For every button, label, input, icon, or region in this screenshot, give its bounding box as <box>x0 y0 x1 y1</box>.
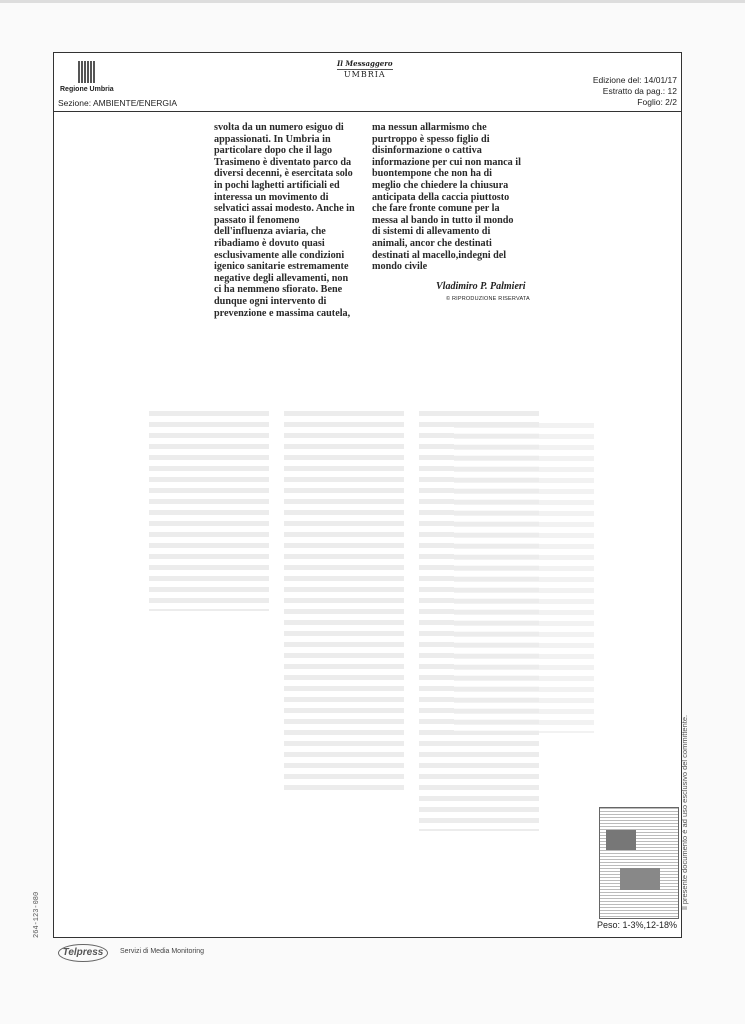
article-column-2: ma nessun allarmismo che purtroppo è spesso figlio di disinformazione o cattiva informazione per cui non manca il buontempone che non ha di meglio che chiedere la chiusura anticipata della caccia piuttosto che fare fronte comune per la messa al bando in tutto il mondo di sistemi di allevamento di animali, ancor che destinati destinati al macello,indegni del mondo civile <box>372 122 521 273</box>
masthead-edition: UMBRIA <box>337 69 393 79</box>
page-extract: Estratto da pag.: 12 <box>602 86 677 96</box>
header-divider <box>54 111 681 112</box>
bleed-through-column <box>149 411 269 611</box>
clipping-frame <box>53 52 682 938</box>
region-logo-icon <box>78 61 96 83</box>
page-thumbnail <box>599 807 679 919</box>
document-code: 264-123-080 <box>33 891 41 938</box>
rights-notice: © RIPRODUZIONE RISERVATA <box>446 296 530 302</box>
sheet-number: Foglio: 2/2 <box>637 97 677 107</box>
article-column-1: svolta da un numero esiguo di appassionati. In Umbria in particolare dopo che il lago Trasimeno è diventato parco da diversi decenni, è esercitata solo in pochi laghetti artificiali ed interessa un movimento di selvatici assai modesto. Anche in passato il fenomeno dell'influenza aviaria, che ribadiamo è dovuto quasi esclusivamente alle condizioni igenico sanitarie estremamente negative degli allevamenti, non ci ha nemmeno sfiorato. Bene dunque ogni intervento di prevenzione e massima cautela, <box>214 122 355 319</box>
region-name: Regione Umbria <box>60 86 114 93</box>
service-caption: Servizi di Media Monitoring <box>120 948 205 955</box>
bleed-through-column <box>454 423 594 733</box>
bleed-through-column <box>284 411 404 791</box>
scan-edge <box>0 0 745 3</box>
section-label: Sezione: AMBIENTE/ENERGIA <box>58 98 178 108</box>
thumbnail-photo <box>606 830 636 850</box>
clipping-meta <box>593 75 677 108</box>
weight-indicator: Peso: 1-3%,12-18% <box>596 920 677 930</box>
side-notice: Il presente documento è ad uso esclusivo del committente. <box>680 714 689 910</box>
masthead <box>337 59 393 79</box>
masthead-paper: Il Messaggero <box>337 59 393 68</box>
edition-date: Edizione del: 14/01/17 <box>592 75 677 85</box>
telpress-logo: Telpress <box>58 944 108 962</box>
thumbnail-photo <box>620 868 660 890</box>
article-signature: Vladimiro P. Palmieri <box>436 281 526 292</box>
